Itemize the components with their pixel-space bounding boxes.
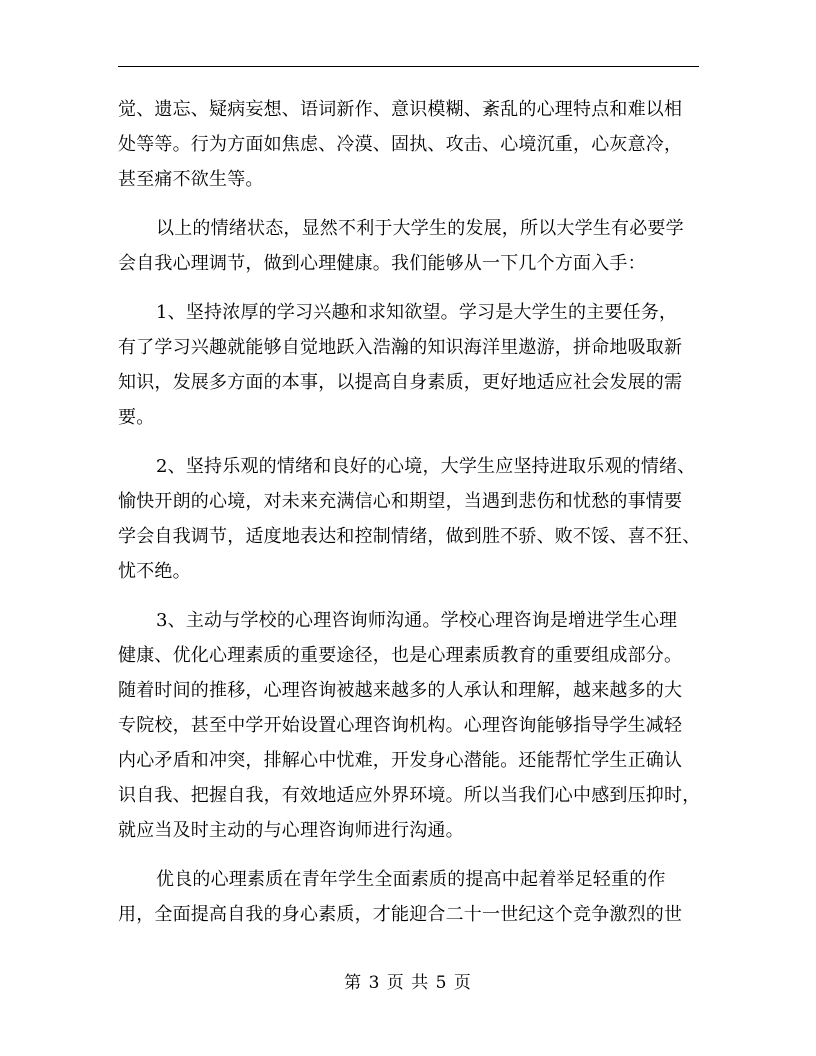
header-rule bbox=[118, 66, 699, 67]
text-line: 2、坚持乐观的情绪和良好的心境，大学生应坚持进取乐观的情绪、 bbox=[156, 456, 696, 477]
paragraph-continuation bbox=[118, 92, 708, 197]
text-line: 就应当及时主动的与心理咨询师进行沟通。 bbox=[118, 820, 464, 841]
paragraph-intro bbox=[118, 211, 708, 281]
text-line: 有了学习兴趣就能够自觉地跃入浩瀚的知识海洋里遨游，拼命地吸取新 bbox=[118, 337, 683, 358]
page-footer: 第 3 页 共 5 页 bbox=[344, 973, 472, 993]
text-line: 要。 bbox=[118, 407, 155, 428]
document-body bbox=[118, 92, 708, 946]
paragraph-point-1 bbox=[118, 295, 708, 435]
paragraph-point-3 bbox=[118, 603, 708, 848]
text-line: 愉快开朗的心境，对未来充满信心和期望，当遇到悲伤和忧愁的事情要 bbox=[118, 491, 683, 512]
text-line: 随着时间的推移，心理咨询被越来越多的人承认和理解，越来越多的大 bbox=[118, 680, 683, 701]
text-line: 甚至痛不欲生等。 bbox=[118, 169, 264, 190]
text-line: 内心矛盾和冲突，排解心中忧难，开发身心潜能。还能帮忙学生正确认 bbox=[118, 750, 683, 771]
text-line: 学会自我调节，适度地表达和控制情绪，做到胜不骄、败不馁、喜不狂、 bbox=[118, 526, 701, 547]
paragraph-point-2 bbox=[118, 449, 708, 589]
text-line: 觉、遗忘、疑病妄想、语词新作、意识模糊、紊乱的心理特点和难以相 bbox=[118, 99, 683, 120]
text-line: 1、坚持浓厚的学习兴趣和求知欲望。学习是大学生的主要任务， bbox=[156, 302, 678, 323]
text-line: 知识，发展多方面的本事，以提高自身素质，更好地适应社会发展的需 bbox=[118, 372, 683, 393]
text-line: 处等等。行为方面如焦虑、冷漠、固执、攻击、心境沉重，心灰意冷， bbox=[118, 134, 683, 155]
text-line: 健康、优化心理素质的重要途径，也是心理素质教育的重要组成部分。 bbox=[118, 645, 683, 666]
text-line: 优良的心理素质在青年学生全面素质的提高中起着举足轻重的作 bbox=[156, 869, 666, 890]
text-line: 以上的情绪状态，显然不利于大学生的发展，所以大学生有必要学 bbox=[156, 218, 684, 239]
paragraph-conclusion bbox=[118, 862, 708, 932]
text-line: 会自我心理调节，做到心理健康。我们能够从一下几个方面入手： bbox=[118, 253, 646, 274]
text-line: 用，全面提高自我的身心素质，才能迎合二十一世纪这个竞争激烈的世 bbox=[118, 904, 683, 925]
text-line: 识自我、把握自我，有效地适应外界环境。所以当我们心中感到压抑时， bbox=[118, 785, 701, 806]
text-line: 专院校，甚至中学开始设置心理咨询机构。心理咨询能够指导学生减轻 bbox=[118, 715, 683, 736]
text-line: 忧不绝。 bbox=[118, 561, 191, 582]
text-line: 3、主动与学校的心理咨询师沟通。学校心理咨询是增进学生心理 bbox=[156, 610, 678, 631]
